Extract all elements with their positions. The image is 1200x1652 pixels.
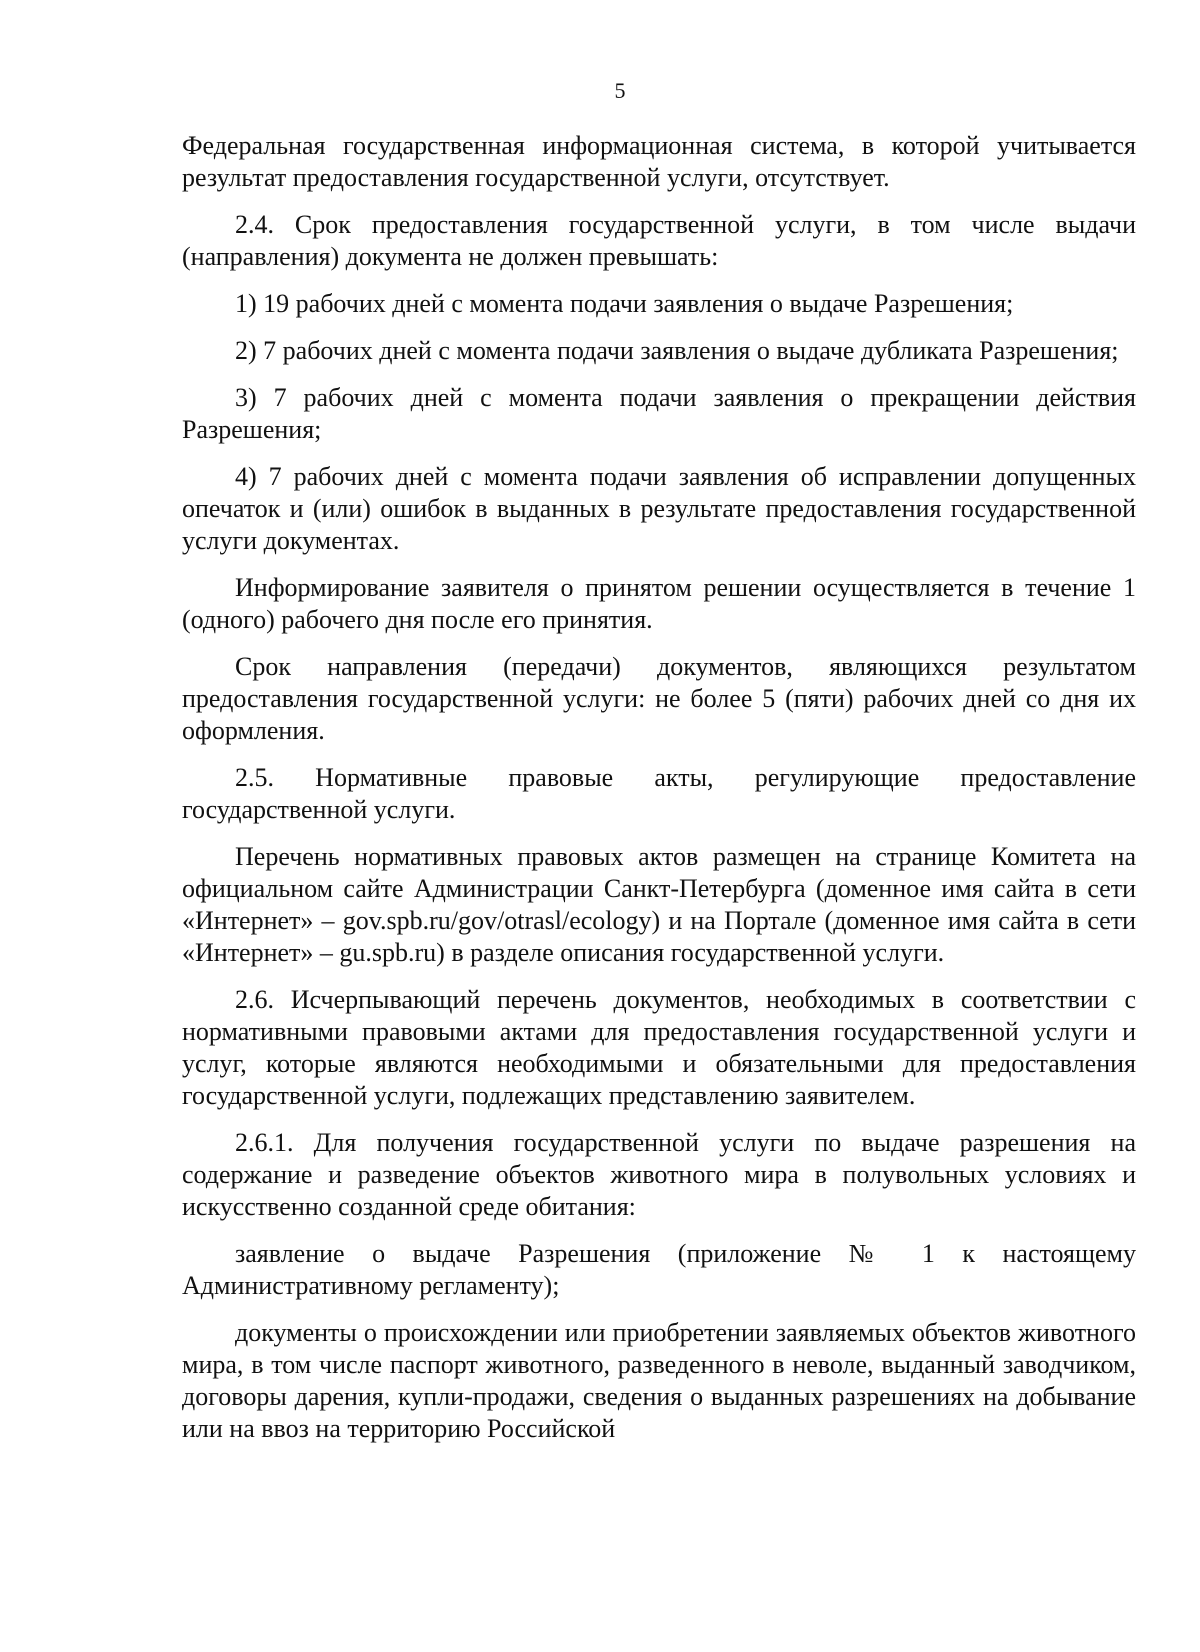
paragraph-section-2-5: 2.5. Нормативные правовые акты, регулирующие предоставление государственной услуги.: [182, 763, 1136, 824]
paragraph-section-2-6-1: 2.6.1. Для получения государственной услуги по выдаче разрешения на содержание и разведение объектов животного мира в полувольных условиях и искусственно созданной среде обитания:: [182, 1128, 1136, 1221]
paragraph-information-system: Федеральная государственная информационная система, в которой учитывается результат предоставления государственной услуги, отсутствует.: [182, 131, 1136, 192]
list-item-4: 4) 7 рабочих дней с момента подачи заявления об исправлении допущенных опечаток и (или) ошибок в выданных в результате предоставления государственной услуги документах.: [182, 462, 1136, 555]
paragraph-section-2-4: 2.4. Срок предоставления государственной услуги, в том числе выдачи (направления) документа не должен превышать:: [182, 210, 1136, 271]
paragraph-legal-acts-list: Перечень нормативных правовых актов размещен на странице Комитета на официальном сайте Администрации Санкт-Петербурга (доменное имя сайта в сети «Интернет» – gov.spb.ru/gov/otrasl/ecology) и на Портале (доменное имя сайта в сети «Интернет» – gu.spb.ru) в разделе описания государственной услуги.: [182, 842, 1136, 967]
page-number: 5: [614, 78, 626, 103]
list-item-2: 2) 7 рабочих дней с момента подачи заявления о выдаче дубликата Разрешения;: [235, 336, 1119, 365]
paragraph-application: заявление о выдаче Разрешения (приложение № 1 к настоящему Административному регламенту);: [182, 1239, 1136, 1300]
list-item-3: 3) 7 рабочих дней с момента подачи заявления о прекращении действия Разрешения;: [182, 383, 1136, 444]
document-body: [182, 130, 1136, 1460]
paragraph-delivery-term: Срок направления (передачи) документов, являющихся результатом предоставления государственной услуги: не более 5 (пяти) рабочих дней со дня их оформления.: [182, 652, 1136, 745]
paragraph-section-2-6: 2.6. Исчерпывающий перечень документов, необходимых в соответствии с нормативными правовыми актами для предоставления государственной услуги и услуг, которые являются необходимыми и обязательными для предоставления государственной услуги, подлежащих представлению заявителем.: [182, 985, 1136, 1110]
paragraph-informing: Информирование заявителя о принятом решении осуществляется в течение 1 (одного) рабочего дня после его принятия.: [182, 573, 1136, 634]
list-item-1: 1) 19 рабочих дней с момента подачи заявления о выдаче Разрешения;: [235, 289, 1014, 318]
paragraph-origin-documents: документы о происхождении или приобретении заявляемых объектов животного мира, в том числе паспорт животного, разведенного в неволе, выданный заводчиком, договоры дарения, купли-продажи, сведения о выданных разрешениях на добывание или на ввоз на территорию Российской: [182, 1318, 1136, 1443]
